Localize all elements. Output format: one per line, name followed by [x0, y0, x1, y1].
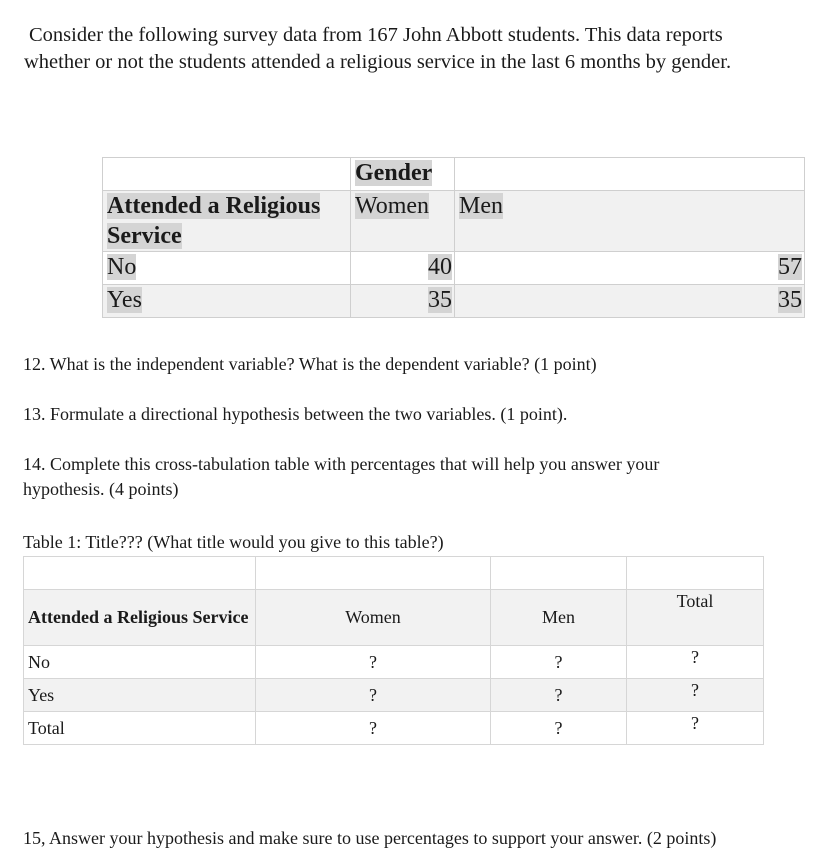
- crosstab-men-header: Men: [491, 590, 627, 646]
- crosstab-row-header: Attended a Religious Service: [24, 590, 256, 646]
- question-12: 12. What is the independent variable? What is the dependent variable? (1 point): [23, 354, 597, 374]
- question-14: [23, 452, 803, 502]
- intro-paragraph: [24, 22, 804, 76]
- row-label: Total: [24, 712, 256, 745]
- table-row: [24, 712, 764, 745]
- men-yes-cell: 35: [455, 285, 805, 318]
- question-13: 13. Formulate a directional hypothesis between the two variables. (1 point).: [23, 404, 568, 424]
- row-label: Yes: [24, 679, 256, 712]
- table-row: [103, 252, 805, 285]
- men-header: Men: [455, 191, 805, 252]
- row-label: No: [24, 646, 256, 679]
- table-row: [103, 285, 805, 318]
- crosstab-women-header: Women: [256, 590, 491, 646]
- question-15: 15, Answer your hypothesis and make sure to use percentages to support your answer. (2 points): [23, 828, 717, 848]
- table-cell[interactable]: ?: [256, 646, 491, 679]
- table-cell[interactable]: ?: [627, 712, 764, 745]
- crosstab-total-header: Total: [627, 590, 764, 646]
- men-no-cell: 57: [455, 252, 805, 285]
- intro-line-1: Consider the following survey data from 167 John Abbott students. This data reports: [29, 24, 723, 46]
- crosstab-table: [23, 556, 764, 745]
- table-cell[interactable]: ?: [491, 679, 627, 712]
- survey-data-table: [102, 157, 805, 318]
- attended-header: Attended a Religious Service: [103, 191, 351, 252]
- question-14-line-1: 14. Complete this cross-tabulation table with percentages that will help you answer your: [23, 454, 660, 474]
- intro-line-2: whether or not the students attended a religious service in the last 6 months by gender.: [24, 51, 732, 73]
- table-cell[interactable]: ?: [627, 679, 764, 712]
- table-caption: Table 1: Title??? (What title would you give to this table?): [23, 532, 444, 552]
- table-cell[interactable]: ?: [256, 712, 491, 745]
- women-yes-cell: 35: [351, 285, 455, 318]
- women-header: Women: [351, 191, 455, 252]
- table-row: [24, 646, 764, 679]
- table-row: [24, 679, 764, 712]
- table-cell[interactable]: ?: [256, 679, 491, 712]
- gender-header: Gender: [351, 158, 455, 191]
- table-cell[interactable]: ?: [491, 646, 627, 679]
- row-label: No: [103, 252, 351, 285]
- table-cell[interactable]: ?: [491, 712, 627, 745]
- women-no-cell: 40: [351, 252, 455, 285]
- question-14-line-2: hypothesis. (4 points): [23, 479, 179, 499]
- row-label: Yes: [103, 285, 351, 318]
- table-cell[interactable]: ?: [627, 646, 764, 679]
